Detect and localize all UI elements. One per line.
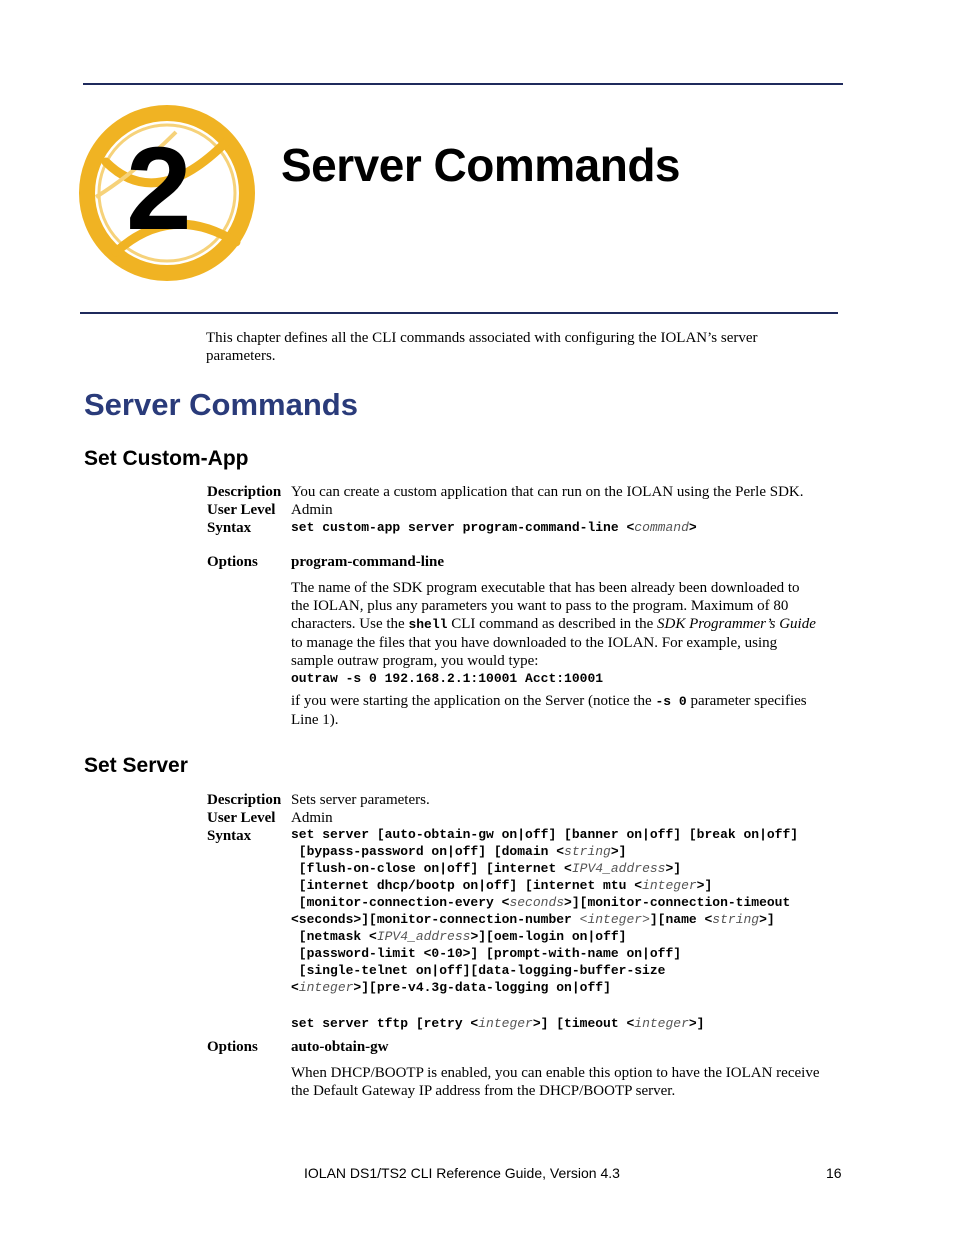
chapter-number: 2 (126, 123, 188, 255)
server-options-label: Options (207, 1039, 258, 1055)
chapter-rule (80, 312, 838, 314)
custom-app-example: outraw -s 0 192.168.2.1:10001 Acct:10001 (291, 671, 604, 686)
server-option-name: auto-obtain-gw (291, 1039, 389, 1055)
server-values (291, 791, 851, 827)
server-labels: Description User Level Syntax (207, 792, 282, 844)
server-tftp-syntax: set server tftp [retry <integer>] [timeout <integer>] (291, 1016, 705, 1031)
top-rule (83, 83, 843, 85)
custom-app-description: You can create a custom application that can run on the IOLAN using the Perle SDK. (291, 484, 804, 500)
custom-app-values (291, 483, 851, 519)
server-user-level: Admin (291, 810, 333, 826)
custom-app-user-level: Admin (291, 502, 333, 518)
server-option-text: When DHCP/BOOTP is enabled, you can enable this option to have the IOLAN receive the Default Gateway IP address from the DHCP/BOOTP server. (291, 1065, 820, 1099)
section-title: Server Commands (84, 387, 358, 422)
footer-guide-title: IOLAN DS1/TS2 CLI Reference Guide, Version 4.3 (304, 1165, 620, 1181)
custom-app-after-text: if you were starting the application on the Server (notice the -s 0 parameter specifies Line 1). (291, 693, 807, 728)
chapter-intro: This chapter defines all the CLI commands associated with configuring the IOLAN’s server parameters. (206, 330, 758, 364)
custom-app-labels: Description User Level Syntax (207, 484, 282, 536)
custom-app-syntax: set custom-app server program-command-line <command> (291, 520, 697, 535)
custom-app-option-name: program-command-line (291, 554, 445, 570)
server-syntax: set server [auto-obtain-gw on|off] [banner on|off] [break on|off] [bypass-password on|off] [domain <string>] [flush-on-close on|off] [internet <IPV4_address>] [internet dhcp/bootp on|off] [internet mtu <integer>] [monitor-connection-every <seconds>][monitor-connection-timeout <seconds>][monitor-connection-number <integer>][name <string>] [netmask <IPV4_address>][oem-login on|off] [password-limit <0-10>] [prompt-with-name on|off] [single-telnet on|off][data-logging-buffer-size <integer>][pre-v4.3g-data-logging on|off] (291, 827, 799, 995)
footer-page-number: 16 (826, 1165, 842, 1181)
chapter-title: Server Commands (281, 139, 680, 191)
custom-app-option-text: The name of the SDK program executable that has been already been downloaded to the IOLAN, plus any parameters you want to pass to the program. Maximum of 80 characters. Use the shell CLI command as described in the SDK Programmer’s Guide to manage the files that you have downloaded to the IOLAN. For example, using sample outraw program, you would type: (291, 580, 816, 669)
server-heading: Set Server (84, 754, 188, 777)
server-description: Sets server parameters. (291, 792, 430, 808)
chapter-logo (76, 102, 260, 286)
custom-app-options-label: Options (207, 554, 258, 570)
custom-app-heading: Set Custom-App (84, 447, 249, 470)
